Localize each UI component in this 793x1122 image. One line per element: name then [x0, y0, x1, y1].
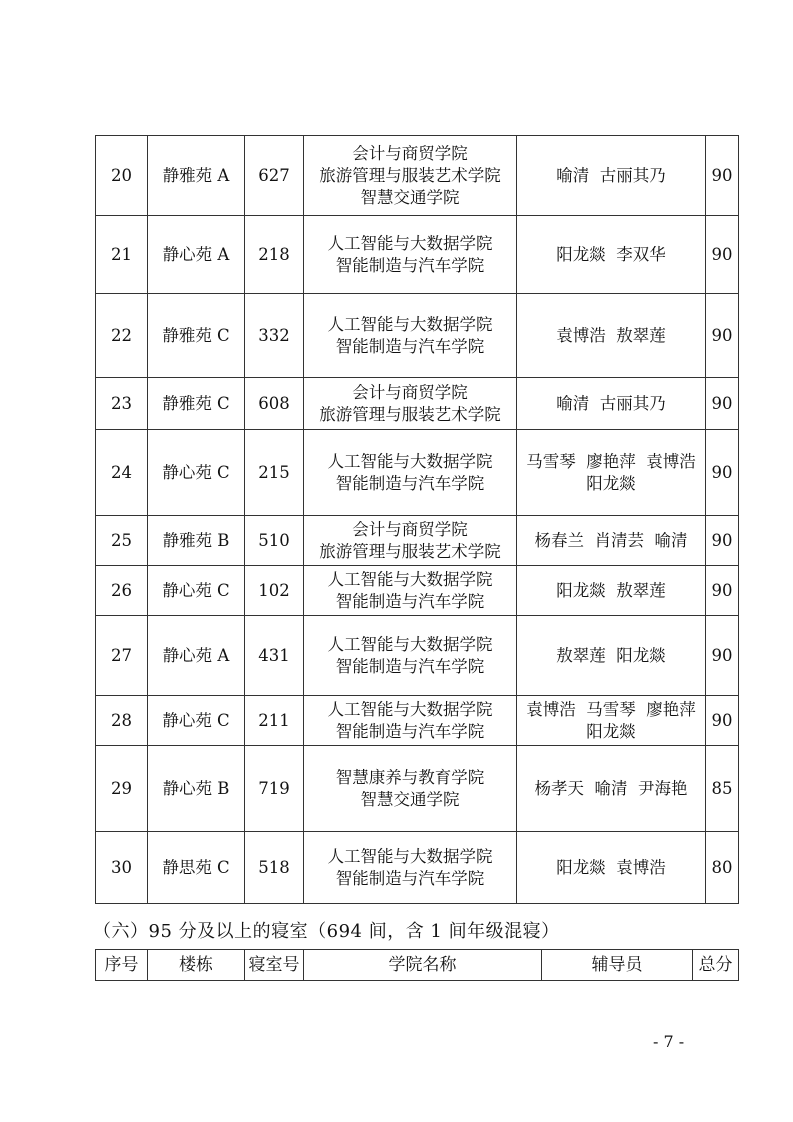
college-cell: [304, 746, 517, 832]
row-number: 27: [96, 616, 148, 696]
row-number: 25: [96, 516, 148, 566]
counselor-names: 杨孝天 喻清 尹海艳: [534, 778, 688, 798]
counselor-cell: [517, 566, 706, 616]
college-name: 人工智能与大数据学院: [327, 233, 493, 253]
score-cell: 90: [706, 216, 739, 294]
table-row: [96, 378, 739, 430]
college-name: 智能制造与汽车学院: [335, 721, 485, 741]
row-number: 20: [96, 136, 148, 216]
college-name: 智能制造与汽车学院: [335, 868, 485, 888]
college-name: 人工智能与大数据学院: [327, 451, 493, 471]
building-cell: 静雅苑 B: [148, 516, 245, 566]
room-cell: 627: [245, 136, 304, 216]
counselor-names: 阳龙燚 李双华: [556, 244, 666, 264]
college-cell: [304, 696, 517, 746]
score-cell: 90: [706, 294, 739, 378]
score-cell: 90: [706, 378, 739, 430]
building-cell: 静心苑 B: [148, 746, 245, 832]
table-row: [96, 430, 739, 516]
college-cell: [304, 516, 517, 566]
college-name: 旅游管理与服装艺术学院: [319, 404, 501, 424]
counselor-names: 阳龙燚: [586, 721, 636, 741]
room-cell: 510: [245, 516, 304, 566]
college-cell: [304, 616, 517, 696]
college-name: 旅游管理与服装艺术学院: [319, 541, 501, 561]
counselor-names: 杨春兰 肖清芸 喻清: [534, 530, 688, 550]
room-cell: 102: [245, 566, 304, 616]
table-row: [96, 832, 739, 904]
row-number: 21: [96, 216, 148, 294]
counselor-names: 敖翠莲 阳龙燚: [556, 645, 666, 665]
table-row: [96, 136, 739, 216]
college-name: 智能制造与汽车学院: [335, 336, 485, 356]
counselor-names: 马雪琴 廖艳萍 袁博浩: [526, 451, 696, 471]
building-cell: 静雅苑 C: [148, 294, 245, 378]
college-name: 人工智能与大数据学院: [327, 699, 493, 719]
table-row: [96, 566, 739, 616]
row-number: 30: [96, 832, 148, 904]
counselor-cell: [517, 516, 706, 566]
header-counselor: 辅导员: [542, 950, 693, 981]
room-cell: 608: [245, 378, 304, 430]
counselor-cell: [517, 832, 706, 904]
college-name: 智能制造与汽车学院: [335, 255, 485, 275]
counselor-names: 喻清 古丽其乃: [556, 165, 666, 185]
college-name: 旅游管理与服装艺术学院: [319, 165, 501, 185]
table-row: [96, 216, 739, 294]
college-name: 人工智能与大数据学院: [327, 569, 493, 589]
building-cell: 静心苑 A: [148, 216, 245, 294]
room-cell: 218: [245, 216, 304, 294]
college-cell: [304, 378, 517, 430]
room-cell: 518: [245, 832, 304, 904]
room-cell: 211: [245, 696, 304, 746]
building-cell: 静心苑 C: [148, 430, 245, 516]
counselor-cell: [517, 378, 706, 430]
room-cell: 215: [245, 430, 304, 516]
counselor-names: 阳龙燚 敖翠莲: [556, 580, 666, 600]
counselor-cell: [517, 616, 706, 696]
building-cell: 静思苑 C: [148, 832, 245, 904]
counselor-cell: [517, 430, 706, 516]
table-row: [96, 616, 739, 696]
counselor-cell: [517, 294, 706, 378]
counselor-cell: [517, 136, 706, 216]
college-name: 智慧交通学院: [360, 789, 460, 809]
building-cell: 静心苑 C: [148, 566, 245, 616]
counselor-names: 喻清 古丽其乃: [556, 393, 666, 413]
counselor-cell: [517, 216, 706, 294]
table-row: [96, 696, 739, 746]
college-name: 人工智能与大数据学院: [327, 846, 493, 866]
college-name: 人工智能与大数据学院: [327, 314, 493, 334]
college-name: 智能制造与汽车学院: [335, 473, 485, 493]
building-cell: 静雅苑 C: [148, 378, 245, 430]
counselor-names: 袁博浩 敖翠莲: [556, 325, 666, 345]
score-cell: 90: [706, 430, 739, 516]
counselor-cell: [517, 696, 706, 746]
college-cell: [304, 294, 517, 378]
score-cell: 90: [706, 696, 739, 746]
college-cell: [304, 430, 517, 516]
table-row: [96, 516, 739, 566]
table-header-row: [95, 949, 739, 981]
header-score: 总分: [693, 950, 739, 981]
building-cell: 静心苑 A: [148, 616, 245, 696]
score-cell: 85: [706, 746, 739, 832]
room-cell: 719: [245, 746, 304, 832]
college-name: 智慧康养与教育学院: [335, 767, 485, 787]
page-number: - 7 -: [653, 1032, 685, 1051]
counselor-cell: [517, 746, 706, 832]
row-number: 23: [96, 378, 148, 430]
table-row: [96, 294, 739, 378]
room-cell: 431: [245, 616, 304, 696]
building-cell: 静心苑 C: [148, 696, 245, 746]
college-cell: [304, 136, 517, 216]
college-name: 会计与商贸学院: [352, 143, 468, 163]
college-name: 会计与商贸学院: [352, 519, 468, 539]
row-number: 22: [96, 294, 148, 378]
row-number: 26: [96, 566, 148, 616]
college-cell: [304, 832, 517, 904]
college-cell: [304, 216, 517, 294]
college-name: 智能制造与汽车学院: [335, 656, 485, 676]
counselor-names: 阳龙燚: [586, 473, 636, 493]
room-cell: 332: [245, 294, 304, 378]
score-cell: 90: [706, 136, 739, 216]
college-name: 会计与商贸学院: [352, 382, 468, 402]
dorm-score-table: [95, 135, 739, 904]
score-cell: 90: [706, 616, 739, 696]
header-building: 楼栋: [148, 950, 245, 981]
score-cell: 90: [706, 516, 739, 566]
section-heading: （六）95 分及以上的寝室（694 间，含 1 间年级混寝）: [93, 921, 560, 942]
score-cell: 80: [706, 832, 739, 904]
row-number: 24: [96, 430, 148, 516]
counselor-names: 袁博浩 马雪琴 廖艳萍: [526, 699, 696, 719]
row-number: 28: [96, 696, 148, 746]
college-cell: [304, 566, 517, 616]
college-name: 智慧交通学院: [360, 187, 460, 207]
building-cell: 静雅苑 A: [148, 136, 245, 216]
college-name: 智能制造与汽车学院: [335, 591, 485, 611]
header-no: 序号: [96, 950, 148, 981]
college-name: 人工智能与大数据学院: [327, 634, 493, 654]
score-cell: 90: [706, 566, 739, 616]
table-row: [96, 746, 739, 832]
header-room: 寝室号: [245, 950, 304, 981]
counselor-names: 阳龙燚 袁博浩: [556, 857, 666, 877]
row-number: 29: [96, 746, 148, 832]
header-college: 学院名称: [304, 950, 542, 981]
